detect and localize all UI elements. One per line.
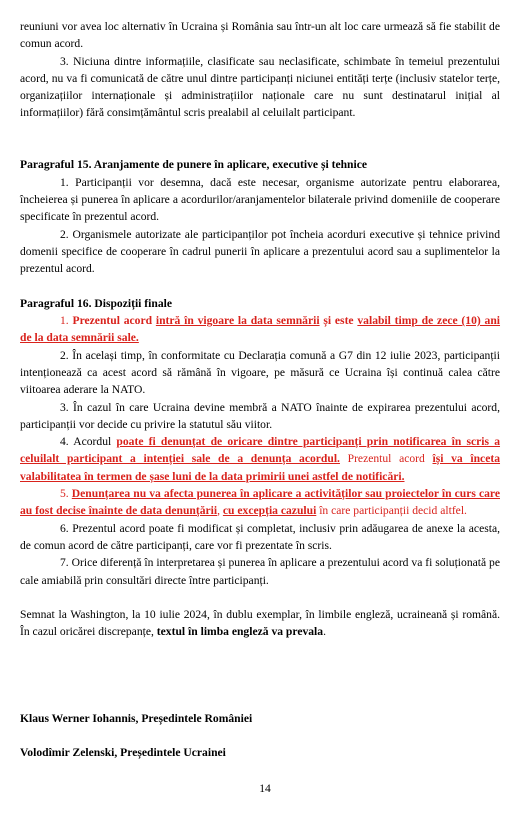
paragraph-16-item-6: 6. Prezentul acord poate fi modificat și completat, inclusiv prin adăugarea de anexe la acesta, de comun acord de către participanți, care vor fi prezentate în scris. — [20, 521, 500, 552]
paragraph-16-heading: Paragraful 16. Dispoziții finale — [20, 296, 172, 310]
closing-period: . — [323, 625, 326, 639]
intro-item-3: 3. Niciuna dintre informațiile, clasificate sau neclasificate, schimbate în temeiul prezentului acord, nu va fi comunicată de către unul dintre participanți niciunei entități terțe (inclusiv statelor terțe, organizațiilor internaționale și administrațiilor naționale care nu sunt destinatarul inițial al informațiilor) fără consimțământul scris prealabil al celuilalt participant. — [20, 54, 500, 120]
closing-text: Semnat la Washington, la 10 iulie 2024, în dublu exemplar, în limbile engleză, ucraineană și română. În cazul oricărei discrepanțe, — [20, 608, 500, 639]
closing-paragraph — [20, 606, 500, 641]
item-4-connector: Prezentul acord — [339, 452, 433, 466]
paragraph-16-item-7: 7. Orice diferență în interpretarea și punerea în aplicare a prezentului acord va fi soluționată pe cale amiabilă prin consultări directe între participanți. — [20, 556, 500, 587]
item-4-termination: își va înceta valabilitatea în termen de șase luni de la data primirii unei astfel de notificări. — [20, 452, 501, 483]
closing-prevail: textul în limba engleză va prevala — [156, 625, 324, 639]
paragraph-15-item-1: 1. Participanții vor desemna, dacă este necesar, organisme autorizate pentru elaborarea, încheierea și punerea în aplicare a acordurilor/aranjamentelor bilaterale privind domeniile de cooperare specificate în prezentul acord. — [20, 175, 500, 224]
paragraph-16-item-3: 3. În cazul în care Ucraina devine membră a NATO înainte de expirarea prezentului acord, participanții vor decide cu privire la statutul său viitor. — [20, 400, 500, 431]
signature-romania: Klaus Werner Iohannis, Președintele României — [20, 711, 253, 725]
item-4-start: 4. Acordul — [60, 435, 117, 449]
item-1-conjunction: și este — [319, 314, 358, 328]
item-5-number: 5. — [60, 487, 72, 501]
item-5-effect: Denunțarea nu va afecta punerea în aplicare a activităților sau proiectelor în curs care au fost decise înainte de data denunțării — [20, 487, 500, 518]
item-5-end: în care participanții decid altfel. — [316, 504, 467, 518]
item-5-comma: , — [217, 504, 223, 518]
paragraph-16-item-2: 2. În același timp, în conformitate cu Declarația comună a G7 din 12 iulie 2023, participanții intenționează ca acest acord să rămână în vigoare, pe măsură ce Ucraina își continuă calea către viitoarea aderare la NATO. — [20, 348, 500, 397]
paragraph-15-heading: Paragraful 15. Aranjamente de punere în aplicare, executive și tehnice — [20, 158, 368, 172]
item-1-text: Prezentul acord — [72, 314, 156, 328]
item-1-validity: valabil timp de zece (10) ani de la data semnării sale. — [20, 314, 501, 345]
item-1-entry-into-force: intră în vigoare la data semnării — [155, 314, 320, 328]
page-number: 14 — [259, 782, 271, 795]
paragraph-16-item-5 — [20, 485, 500, 520]
item-5-exception: cu excepția cazului — [222, 504, 317, 518]
item-1-number: 1. — [60, 314, 73, 328]
paragraph-16-item-1 — [20, 312, 500, 347]
paragraph-16-item-4 — [20, 433, 500, 485]
document-page — [20, 18, 500, 762]
signature-ukraine: Volodîmir Zelenski, Președintele Ucrainei — [20, 746, 226, 760]
item-4-denunciation: poate fi denunțat de oricare dintre participanți prin notificarea în scris a celuilalt participant a intenției sale de a denunța acordul. — [20, 435, 501, 466]
paragraph-15-item-2: 2. Organismele autorizate ale participanților pot încheia acorduri executive și tehnice privind domenii specifice de cooperare în cadrul punerii în aplicare a prezentului acord sau a suplimentelor la prezentul acord. — [20, 227, 500, 276]
intro-paragraph: reuniuni vor avea loc alternativ în Ucraina și România sau într-un alt loc care urmează să fie stabilit de comun acord. — [20, 20, 500, 51]
